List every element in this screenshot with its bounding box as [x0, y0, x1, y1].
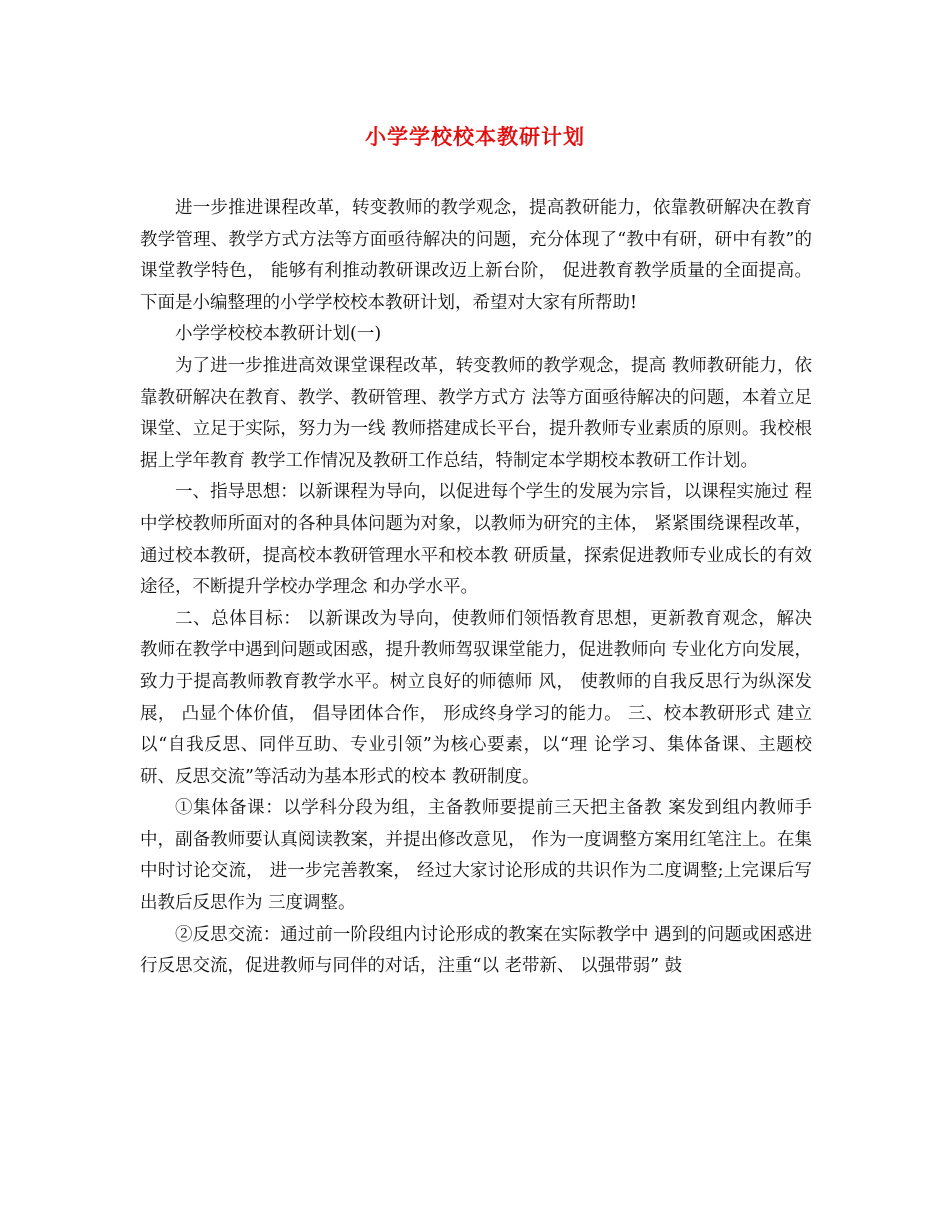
section-heading: 小学学校校本教研计划(一)	[175, 324, 382, 345]
document-title: 小学学校校本教研计划	[365, 124, 585, 149]
overall-goal-paragraph: 二、总体目标： 以新课改为导向，使教师们领悟教育思想，更新教育观念，解决 教师在教学中遇到问题或困惑，提升教师驾驭课堂能力，促进教师向 专业化方向发展，致力于提高教师教育教学水平。树立良好的师德师 风， 使教师的自我反思行为纵深发展， 凸显个体价值， 倡导团体合作， 形成终身学习的能力。 三、校本教研形式 建立以“自我反思、同伴互助、专业引领”为核心要素，以“理 论学习、集体备课、主题校研、反思交流”等活动为基本形式的校本 教研制度。	[140, 608, 812, 787]
purpose-paragraph: 为了进一步推进高效课堂课程改革，转变教师的教学观念，提高 教师教研能力，依靠教研解决在教育、教学、教研管理、教学方式方 法等方面亟待解决的问题，本着立足课堂、立足于实际，努力为一线 教师搭建成长平台，提升教师专业素质的原则。我校根据上学年教育 教学工作情况及教研工作总结，特制定本学期校本教研工作计划。	[140, 355, 812, 471]
guiding-thought-paragraph: 一、指导思想：以新课程为导向，以促进每个学生的发展为宗旨，以课程实施过 程中学校教师所面对的各种具体问题为对象，以教师为研究的主体， 紧紧围绕课程改革，通过校本教研，提高校本教研管理水平和校本教 研质量，探索促进教师专业成长的有效途径，不断提升学校办学理念 和办学水平。	[140, 482, 812, 598]
collective-lesson-prep-paragraph: ①集体备课：以学科分段为组，主备教师要提前三天把主备教 案发到组内教师手中，副备教师要认真阅读教案，并提出修改意见， 作为一度调整方案用红笔注上。在集中时讨论交流， 进一步完善教案， 经过大家讨论形成的共识作为二度调整;上完课后写出教后反思作为 三度调整。	[140, 798, 812, 914]
reflection-exchange-paragraph: ②反思交流：通过前一阶段组内讨论形成的教案在实际教学中 遇到的问题或困惑进行反思交流，促进教师与同伴的对话，注重“以 老带新、 以强带弱” 鼓	[140, 924, 812, 977]
intro-paragraph: 进一步推进课程改革，转变教师的教学观念，提高教研能力，依靠教研解决在教育教学管理、教学方式方法等方面亟待解决的问题，充分体现了“教中有研，研中有教”的课堂教学特色， 能够有利推动教研课改迈上新台阶， 促进教育教学质量的全面提高。下面是小编整理的小学学校校本教研计划，希望对大家有所帮助!	[140, 198, 812, 313]
document-body	[140, 193, 812, 983]
